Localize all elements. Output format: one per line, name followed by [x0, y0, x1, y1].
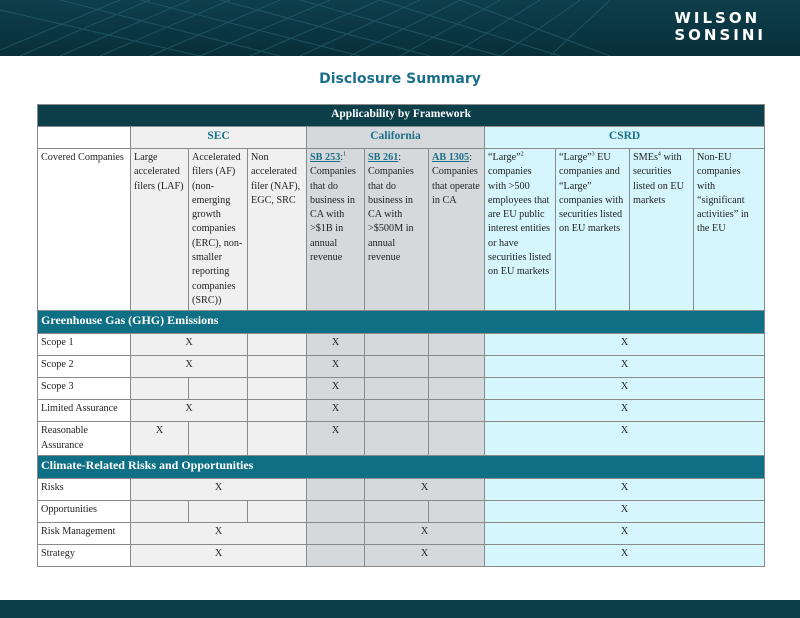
table-row — [38, 378, 765, 400]
large2-desc: EU companies and “Large” companies with securities listed on EU markets — [559, 152, 624, 235]
sb261-link[interactable]: SB 261 — [368, 152, 399, 163]
cell-x: X — [485, 422, 765, 456]
cell-x: X — [131, 544, 307, 566]
cell-x: X — [365, 544, 485, 566]
col-large-eu — [556, 149, 630, 311]
smes-desc: with securities listed on EU markets — [633, 152, 684, 206]
cell-x: X — [131, 522, 307, 544]
group-blank — [38, 127, 131, 149]
row-label: Scope 1 — [38, 334, 131, 356]
footnote-4: 4 — [657, 151, 661, 158]
col-sb261: SB 261: Companies that do business in CA with >$500M in annual revenue — [365, 149, 429, 311]
cell-x: X — [365, 478, 485, 500]
cell-x: X — [131, 478, 307, 500]
col-sb253: SB 253:$^1$ Companies that do business in CA with >$1B in annual revenue — [307, 149, 365, 311]
cell-x: X — [307, 356, 365, 378]
section-ghg: Greenhouse Gas (GHG) Emissions — [38, 311, 765, 334]
row-label: Scope 3 — [38, 378, 131, 400]
large1-desc: companies with >500 employees that are EU public interest entities or have securities listed on EU markets — [488, 166, 552, 278]
table-row — [38, 400, 765, 422]
cell-x: X — [307, 400, 365, 422]
cell-x: X — [485, 378, 765, 400]
table-heading: Applicability by Framework — [38, 105, 765, 127]
brand-line-2: SONSINI — [674, 26, 766, 44]
cell-x: X — [485, 400, 765, 422]
col-ab1305: AB 1305: Companies that operate in CA — [429, 149, 485, 311]
ab1305-link[interactable]: AB 1305 — [432, 152, 470, 163]
ab1305-desc: Companies that operate in CA — [432, 166, 480, 206]
applicability-table — [37, 104, 765, 567]
col-af: Accelerated filers (AF) (non-emerging growth companies (ERC), non-smaller reporting companies (SRC)) — [189, 149, 248, 311]
cell-x: X — [131, 422, 189, 456]
header-banner — [0, 0, 800, 56]
col-smes — [630, 149, 694, 311]
cell-x: X — [131, 356, 248, 378]
footnote-1: 1 — [343, 151, 347, 158]
sb253-desc: Companies that do business in CA with >$1B in annual revenue — [310, 166, 356, 264]
cell-x: X — [307, 422, 365, 456]
cell-x: X — [485, 500, 765, 522]
table-row — [38, 544, 765, 566]
group-csrd: CSRD — [485, 127, 765, 149]
row-label: Scope 2 — [38, 356, 131, 378]
row-label: Risks — [38, 478, 131, 500]
cell-x: X — [485, 356, 765, 378]
table-row — [38, 356, 765, 378]
covered-companies-row — [38, 149, 765, 311]
col-laf: Large accelerated filers (LAF) — [131, 149, 189, 311]
cell-x: X — [365, 522, 485, 544]
table-row — [38, 522, 765, 544]
col-non-eu: Non-EU companies with “significant activities” in the EU — [694, 149, 765, 311]
row-label: Reasonable Assurance — [38, 422, 131, 456]
group-sec: SEC — [131, 127, 307, 149]
large1-pre: “Large” — [488, 152, 521, 163]
col-naf: Non accelerated filer (NAF), EGC, SRC — [248, 149, 307, 311]
brand-line-1: WILSON — [674, 9, 761, 27]
cell-x: X — [307, 334, 365, 356]
row-label: Opportunities — [38, 500, 131, 522]
row-label: Strategy — [38, 544, 131, 566]
table-row — [38, 422, 765, 456]
cell-x: X — [485, 334, 765, 356]
cell-x: X — [131, 334, 248, 356]
col-large-pie — [485, 149, 556, 311]
sb253-link[interactable]: SB 253 — [310, 152, 341, 163]
row-label: Limited Assurance — [38, 400, 131, 422]
section-climate: Climate-Related Risks and Opportunities — [38, 455, 765, 478]
page-title: Disclosure Summary — [319, 71, 481, 87]
cell-x: X — [485, 522, 765, 544]
footnote-3: 3 — [591, 151, 595, 158]
brand-logo — [674, 10, 766, 44]
group-california: California — [307, 127, 485, 149]
covered-label: Covered Companies — [38, 149, 131, 311]
cell-x: X — [485, 478, 765, 500]
sb261-desc: Companies that do business in CA with >$500M in annual revenue — [368, 166, 414, 264]
table-row — [38, 500, 765, 522]
smes-pre: SMEs — [633, 152, 658, 163]
footnote-2: 2 — [520, 151, 524, 158]
large2-pre: “Large” — [559, 152, 592, 163]
cell-x: X — [485, 544, 765, 566]
table-row — [38, 334, 765, 356]
table-row — [38, 478, 765, 500]
cell-x: X — [131, 400, 248, 422]
cell-x: X — [307, 378, 365, 400]
footer-bar — [0, 600, 800, 618]
row-label: Risk Management — [38, 522, 131, 544]
